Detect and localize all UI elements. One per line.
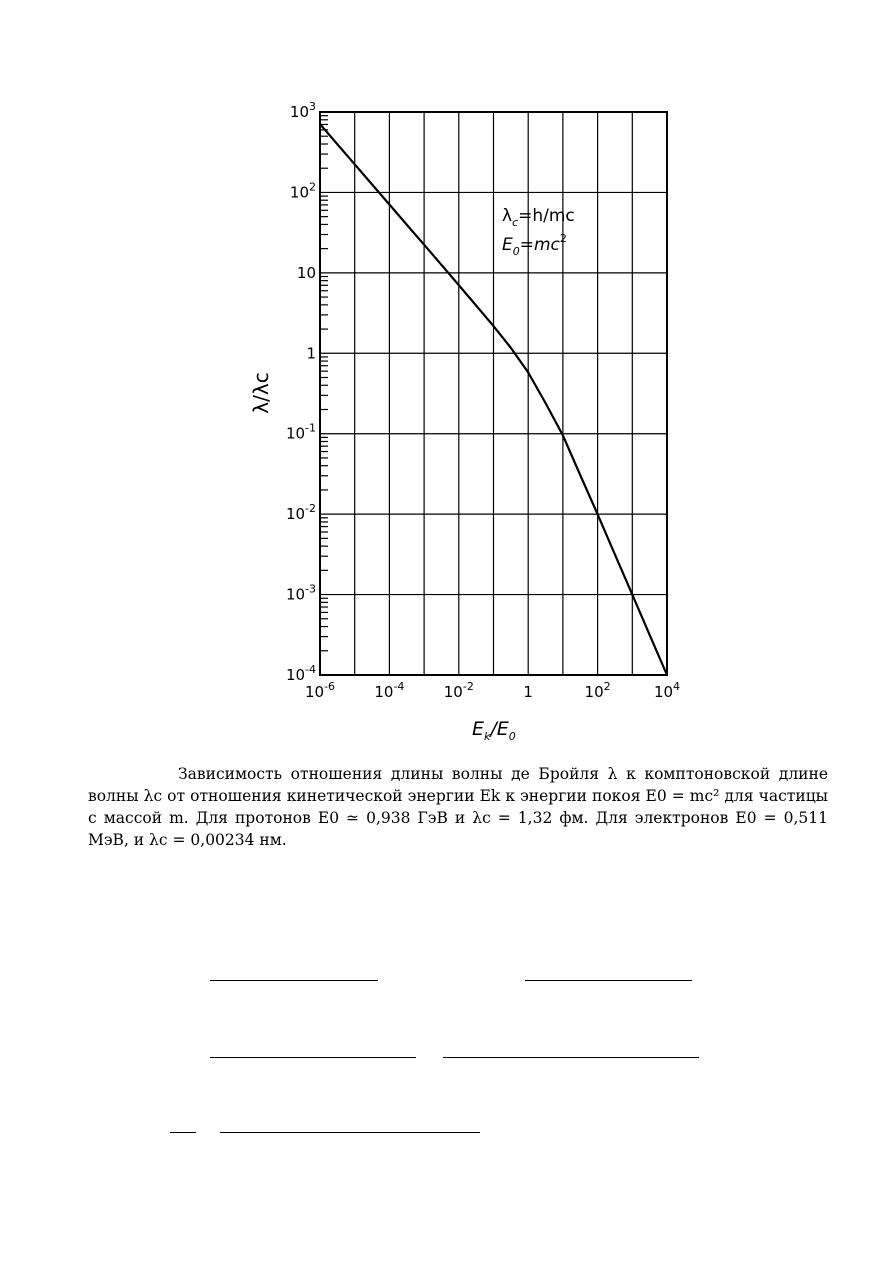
y-tick-label: 10 xyxy=(296,263,316,282)
x-axis-title: $E_k/E_0$ xyxy=(472,718,516,743)
annotation-lambda-c: $\lambda_c=h/mc$ xyxy=(502,206,575,229)
blank-line-4 xyxy=(443,1057,699,1058)
x-tick-label: $10^4$ xyxy=(653,680,681,701)
y-axis-title: λ/λc xyxy=(249,372,273,414)
y-tick-label: $10^{-2}$ xyxy=(285,502,316,524)
figure-caption: Зависимость отношения длины волны де Бройля λ к комптоновской длине волны λc от отношения кинетической энергии Ek к энергии покоя E0 = mc² для частицы с массой m. Для протонов E0 ≃ 0,938 ГэВ и λc = 1,32 фм. Для электронов E0 = 0,511 МэВ, и λc = 0,00234 нм. xyxy=(88,765,828,849)
x-tick-label: $10^{-2}$ xyxy=(443,680,474,701)
x-tick-label: $10^{-6}$ xyxy=(304,680,336,701)
y-tick-label: $10^2$ xyxy=(289,180,316,202)
x-tick-label: $10^{-4}$ xyxy=(374,680,405,701)
x-tick-label: $10^2$ xyxy=(584,680,611,701)
blank-line-2 xyxy=(525,980,692,981)
x-tick-label: 1 xyxy=(523,683,533,701)
annotation-rest-energy: $E_0=mc^2$ xyxy=(502,232,567,258)
grid-lines xyxy=(320,112,667,675)
blank-line-1 xyxy=(210,980,378,981)
blank-line-6 xyxy=(220,1132,480,1133)
blank-line-5 xyxy=(170,1132,196,1133)
y-tick-label: $10^3$ xyxy=(289,100,316,121)
blank-line-3 xyxy=(210,1057,416,1058)
y-minor-ticks xyxy=(320,116,328,651)
y-tick-label: $10^{-4}$ xyxy=(285,663,316,684)
y-tick-label: $10^{-3}$ xyxy=(285,582,316,604)
y-tick-label: 1 xyxy=(306,344,316,363)
y-tick-label: $10^{-1}$ xyxy=(285,421,316,443)
annotation-block xyxy=(502,206,575,258)
